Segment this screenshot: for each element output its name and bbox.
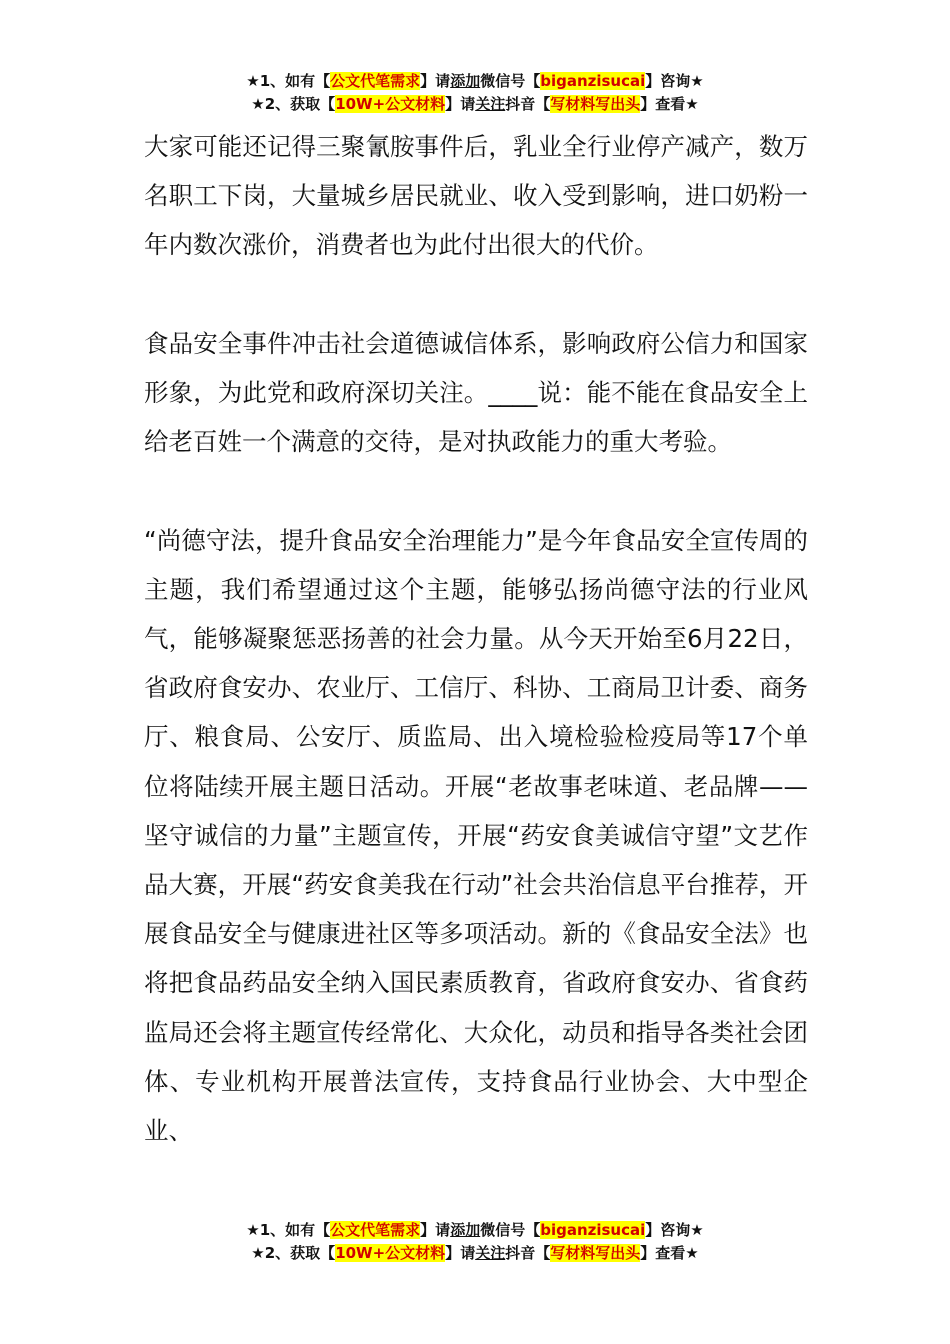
footer-line-2-suffix: 】查看★ xyxy=(640,1244,699,1262)
document-body xyxy=(144,122,808,1204)
paragraph-2: 食品安全事件冲击社会道德诚信体系，影响政府公信力和国家形象，为此党和政府深切关注。____说：能不能在食品安全上给老百姓一个满意的交待，是对执政能力的重大考验。 xyxy=(144,328,808,457)
footer-line-1 xyxy=(0,1219,950,1242)
banner-line-1-mid2: 微信号【 xyxy=(480,72,541,90)
banner-line-2-mid1: 】请 xyxy=(445,95,476,113)
footer-highlight-materials: 10W+公文材料 xyxy=(335,1244,446,1262)
header-banner xyxy=(0,70,950,116)
footer-line-1-mid2: 微信号【 xyxy=(480,1221,541,1239)
footer-line-2-mid2: 抖音【 xyxy=(505,1244,551,1262)
footer-highlight-service: 公文代笔需求 xyxy=(330,1221,421,1239)
footer-line-2-mid1: 】请 xyxy=(445,1244,476,1262)
footer-line-1-mid1: 】请 xyxy=(420,1221,451,1239)
banner-highlight-service: 公文代笔需求 xyxy=(330,72,421,90)
paragraph-1: 大家可能还记得三聚氰胺事件后，乳业全行业停产减产，数万名职工下岗，大量城乡居民就业、收入受到影响，进口奶粉一年内数次涨价，消费者也为此付出很大的代价。 xyxy=(144,132,808,260)
banner-highlight-materials: 10W+公文材料 xyxy=(335,95,446,113)
banner-line-2-mid2: 抖音【 xyxy=(505,95,551,113)
footer-highlight-douyin-id: 写材料写出头 xyxy=(550,1244,641,1262)
paragraph-3: “尚德守法，提升食品安全治理能力”是今年食品安全宣传周的主题，我们希望通过这个主题，能够弘扬尚德守法的行业风气，能够凝聚惩恶扬善的社会力量。从今天开始至6月22日，省政府食安办、农业厅、工信厅、科协、工商局卫计委、商务厅、粮食局、公安厅、质监局、出入境检验检疫局等17个单位将陆续开展主题日活动。开展“老故事老味道、老品牌——坚守诚信的力量”主题宣传，开展“药安食美诚信守望”文艺作品大赛，开展“药安食美我在行动”社会共治信息平台推荐，开展食品安全与健康进社区等多项活动。新的《食品安全法》也将把食品药品安全纳入国民素质教育，省政府食安办、省食药监局还会将主题宣传经常化、大众化，动员和指导各类社会团体、专业机构开展普法宣传，支持食品行业协会、大中型企业、 xyxy=(144,525,808,1146)
banner-line-2-prefix: ★2、获取【 xyxy=(251,95,336,113)
footer-line-1-suffix: 】咨询★ xyxy=(645,1221,704,1239)
footer-underline-add: 添加 xyxy=(450,1221,481,1239)
banner-line-1-prefix: ★1、如有【 xyxy=(246,72,331,90)
banner-line-1-suffix: 】咨询★ xyxy=(645,72,704,90)
footer-line-2 xyxy=(0,1242,950,1265)
banner-line-1 xyxy=(0,70,950,93)
footer-line-1-prefix: ★1、如有【 xyxy=(246,1221,331,1239)
banner-line-1-mid1: 】请 xyxy=(420,72,451,90)
banner-line-2-suffix: 】查看★ xyxy=(640,95,699,113)
banner-underline-add: 添加 xyxy=(450,72,481,90)
banner-underline-follow: 关注 xyxy=(475,95,506,113)
footer-line-2-prefix: ★2、获取【 xyxy=(251,1244,336,1262)
footer-underline-follow: 关注 xyxy=(475,1244,506,1262)
banner-line-2 xyxy=(0,93,950,116)
banner-highlight-wechat-id: biganzisucai xyxy=(540,72,646,90)
footer-highlight-wechat-id: biganzisucai xyxy=(540,1221,646,1239)
banner-highlight-douyin-id: 写材料写出头 xyxy=(550,95,641,113)
footer-banner xyxy=(0,1219,950,1265)
